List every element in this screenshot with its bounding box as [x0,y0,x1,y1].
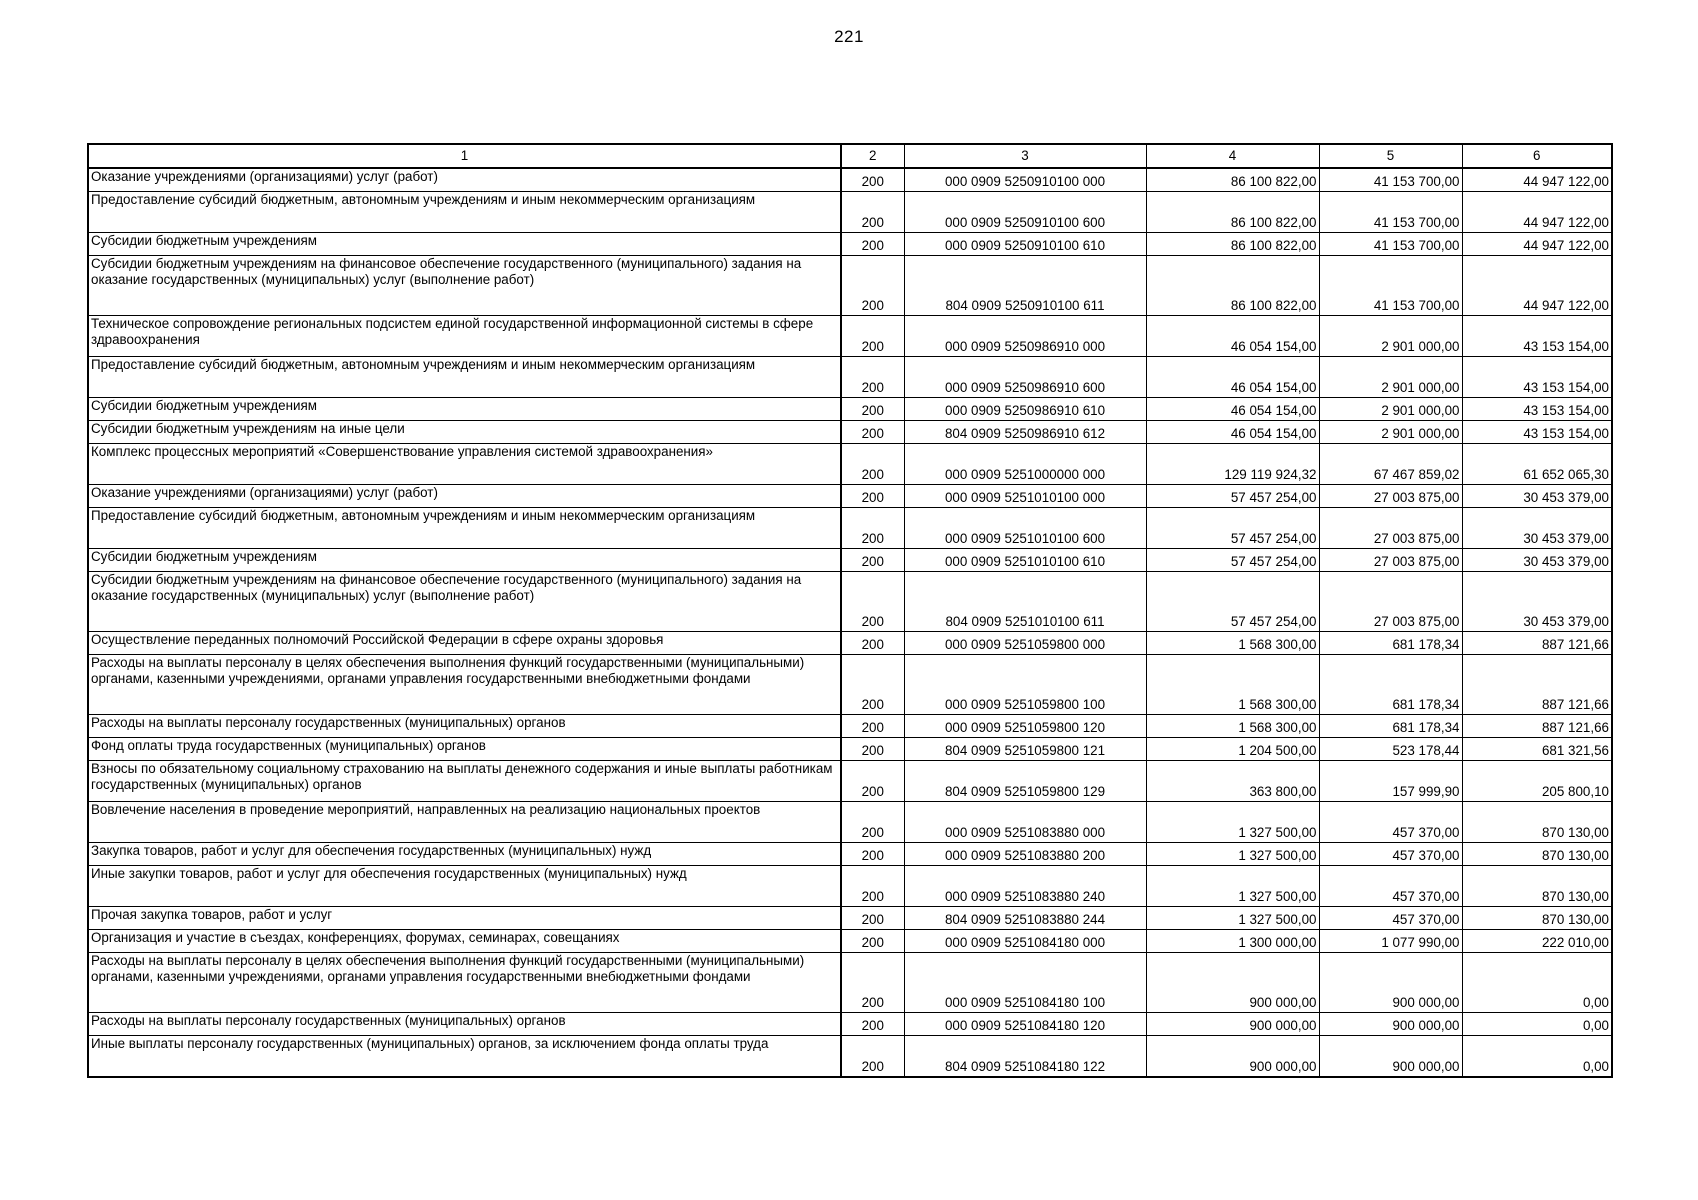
row-amount-cell: 2 901 000,00 [1319,357,1462,398]
table-row [88,802,1612,843]
row-name-cell: Предоставление субсидий бюджетным, автономным учреждениям и иным некоммерческим организациям [88,192,841,233]
row-classification-cell: 000 0909 5251010100 000 [904,485,1146,508]
row-name-cell: Взносы по обязательному социальному страхованию на выплаты денежного содержания и иные выплаты работникам государственных (муниципальных) органов [88,761,841,802]
table-body [88,168,1612,1077]
row-name-cell: Субсидии бюджетным учреждениям [88,233,841,256]
header-row [88,144,1612,168]
row-code-cell: 200 [841,398,904,421]
row-name-cell: Предоставление субсидий бюджетным, автономным учреждениям и иным некоммерческим организациям [88,508,841,549]
row-amount-cell: 900 000,00 [1319,1013,1462,1036]
row-code-cell: 200 [841,508,904,549]
row-code-cell: 200 [841,168,904,192]
row-amount-cell: 363 800,00 [1146,761,1319,802]
row-name-cell: Прочая закупка товаров, работ и услуг [88,907,841,930]
row-classification-cell: 804 0909 5251084180 122 [904,1036,1146,1078]
table-row [88,485,1612,508]
row-classification-cell: 804 0909 5251059800 121 [904,738,1146,761]
row-classification-cell: 000 0909 5251000000 000 [904,444,1146,485]
table-row [88,655,1612,715]
row-amount-cell: 1 300 000,00 [1146,930,1319,953]
table-header [88,144,1612,168]
table-row [88,421,1612,444]
table-row [88,761,1612,802]
row-amount-cell: 57 457 254,00 [1146,572,1319,632]
row-amount-cell: 57 457 254,00 [1146,549,1319,572]
row-name-cell: Техническое сопровождение региональных подсистем единой государственной информационной системы в сфере здравоохранения [88,316,841,357]
row-code-cell: 200 [841,738,904,761]
row-code-cell: 200 [841,485,904,508]
table-row [88,508,1612,549]
row-name-cell: Фонд оплаты труда государственных (муниципальных) органов [88,738,841,761]
row-code-cell: 200 [841,1036,904,1078]
row-amount-cell: 129 119 924,32 [1146,444,1319,485]
row-classification-cell: 000 0909 5250910100 600 [904,192,1146,233]
row-amount-cell: 1 568 300,00 [1146,632,1319,655]
row-amount-cell: 1 327 500,00 [1146,843,1319,866]
row-amount-cell: 43 153 154,00 [1462,316,1612,357]
row-name-cell: Субсидии бюджетным учреждениям на финансовое обеспечение государственного (муниципального) задания на оказание государственных (муниципальных) услуг (выполнение работ) [88,256,841,316]
row-classification-cell: 000 0909 5250986910 000 [904,316,1146,357]
row-name-cell: Расходы на выплаты персоналу государственных (муниципальных) органов [88,1013,841,1036]
table-row [88,738,1612,761]
budget-table [87,143,1613,1078]
row-amount-cell: 1 568 300,00 [1146,655,1319,715]
table-row [88,192,1612,233]
row-amount-cell: 27 003 875,00 [1319,508,1462,549]
row-amount-cell: 41 153 700,00 [1319,256,1462,316]
row-code-cell: 200 [841,866,904,907]
row-amount-cell: 86 100 822,00 [1146,233,1319,256]
row-amount-cell: 46 054 154,00 [1146,357,1319,398]
table-row [88,930,1612,953]
row-amount-cell: 30 453 379,00 [1462,508,1612,549]
row-name-cell: Расходы на выплаты персоналу в целях обеспечения выполнения функций государственными (муниципальными) органами, казенными учреждениями, органами управления государственными внебюджетными фондами [88,953,841,1013]
row-amount-cell: 681 178,34 [1319,715,1462,738]
row-amount-cell: 44 947 122,00 [1462,233,1612,256]
row-amount-cell: 205 800,10 [1462,761,1612,802]
row-classification-cell: 000 0909 5251083880 200 [904,843,1146,866]
row-classification-cell: 000 0909 5251083880 240 [904,866,1146,907]
row-code-cell: 200 [841,632,904,655]
row-amount-cell: 44 947 122,00 [1462,168,1612,192]
row-amount-cell: 457 370,00 [1319,843,1462,866]
table-row [88,953,1612,1013]
row-amount-cell: 457 370,00 [1319,907,1462,930]
column-header: 3 [904,144,1146,168]
row-amount-cell: 222 010,00 [1462,930,1612,953]
row-classification-cell: 000 0909 5250986910 610 [904,398,1146,421]
row-amount-cell: 43 153 154,00 [1462,421,1612,444]
row-code-cell: 200 [841,421,904,444]
row-name-cell: Оказание учреждениями (организациями) услуг (работ) [88,485,841,508]
row-amount-cell: 46 054 154,00 [1146,421,1319,444]
row-amount-cell: 870 130,00 [1462,907,1612,930]
row-amount-cell: 900 000,00 [1146,1013,1319,1036]
table-row [88,1036,1612,1078]
row-amount-cell: 41 153 700,00 [1319,233,1462,256]
row-name-cell: Расходы на выплаты персоналу государственных (муниципальных) органов [88,715,841,738]
table-row [88,715,1612,738]
table-row [88,398,1612,421]
row-amount-cell: 86 100 822,00 [1146,256,1319,316]
table-row [88,233,1612,256]
row-code-cell: 200 [841,233,904,256]
row-amount-cell: 681 178,34 [1319,632,1462,655]
row-amount-cell: 900 000,00 [1319,953,1462,1013]
row-code-cell: 200 [841,843,904,866]
table-row [88,907,1612,930]
row-name-cell: Комплекс процессных мероприятий «Совершенствование управления системой здравоохранения» [88,444,841,485]
row-amount-cell: 887 121,66 [1462,715,1612,738]
row-amount-cell: 900 000,00 [1146,1036,1319,1078]
column-header: 1 [88,144,841,168]
row-amount-cell: 57 457 254,00 [1146,508,1319,549]
row-code-cell: 200 [841,953,904,1013]
row-amount-cell: 43 153 154,00 [1462,398,1612,421]
row-amount-cell: 44 947 122,00 [1462,192,1612,233]
row-classification-cell: 000 0909 5251010100 610 [904,549,1146,572]
row-amount-cell: 900 000,00 [1146,953,1319,1013]
row-amount-cell: 2 901 000,00 [1319,421,1462,444]
row-amount-cell: 870 130,00 [1462,802,1612,843]
row-classification-cell: 000 0909 5251084180 100 [904,953,1146,1013]
row-classification-cell: 000 0909 5251059800 100 [904,655,1146,715]
row-name-cell: Субсидии бюджетным учреждениям на финансовое обеспечение государственного (муниципального) задания на оказание государственных (муниципальных) услуг (выполнение работ) [88,572,841,632]
row-amount-cell: 0,00 [1462,1013,1612,1036]
row-amount-cell: 523 178,44 [1319,738,1462,761]
row-code-cell: 200 [841,444,904,485]
row-amount-cell: 1 568 300,00 [1146,715,1319,738]
row-classification-cell: 000 0909 5251083880 000 [904,802,1146,843]
column-header: 5 [1319,144,1462,168]
row-amount-cell: 157 999,90 [1319,761,1462,802]
row-amount-cell: 41 153 700,00 [1319,168,1462,192]
row-amount-cell: 1 327 500,00 [1146,866,1319,907]
row-amount-cell: 2 901 000,00 [1319,316,1462,357]
row-code-cell: 200 [841,655,904,715]
row-amount-cell: 30 453 379,00 [1462,549,1612,572]
row-code-cell: 200 [841,715,904,738]
row-code-cell: 200 [841,192,904,233]
row-amount-cell: 0,00 [1462,953,1612,1013]
row-amount-cell: 46 054 154,00 [1146,398,1319,421]
row-code-cell: 200 [841,907,904,930]
row-name-cell: Оказание учреждениями (организациями) услуг (работ) [88,168,841,192]
column-header: 2 [841,144,904,168]
row-classification-cell: 000 0909 5251010100 600 [904,508,1146,549]
row-amount-cell: 86 100 822,00 [1146,192,1319,233]
row-amount-cell: 1 077 990,00 [1319,930,1462,953]
table-row [88,843,1612,866]
row-amount-cell: 30 453 379,00 [1462,485,1612,508]
table-row [88,256,1612,316]
row-name-cell: Закупка товаров, работ и услуг для обеспечения государственных (муниципальных) нужд [88,843,841,866]
row-code-cell: 200 [841,316,904,357]
row-amount-cell: 870 130,00 [1462,866,1612,907]
row-code-cell: 200 [841,572,904,632]
row-name-cell: Иные закупки товаров, работ и услуг для обеспечения государственных (муниципальных) нужд [88,866,841,907]
table-row [88,168,1612,192]
row-classification-cell: 804 0909 5251059800 129 [904,761,1146,802]
row-amount-cell: 457 370,00 [1319,802,1462,843]
row-name-cell: Расходы на выплаты персоналу в целях обеспечения выполнения функций государственными (муниципальными) органами, казенными учреждениями, органами управления государственными внебюджетными фондами [88,655,841,715]
table-row [88,866,1612,907]
row-classification-cell: 000 0909 5251084180 000 [904,930,1146,953]
table-row [88,316,1612,357]
row-amount-cell: 61 652 065,30 [1462,444,1612,485]
row-classification-cell: 000 0909 5251059800 000 [904,632,1146,655]
table-row [88,549,1612,572]
row-classification-cell: 804 0909 5251083880 244 [904,907,1146,930]
row-code-cell: 200 [841,357,904,398]
row-amount-cell: 57 457 254,00 [1146,485,1319,508]
row-name-cell: Иные выплаты персоналу государственных (муниципальных) органов, за исключением фонда оплаты труда [88,1036,841,1078]
row-code-cell: 200 [841,930,904,953]
row-name-cell: Вовлечение населения в проведение мероприятий, направленных на реализацию национальных проектов [88,802,841,843]
table-row [88,632,1612,655]
table-row [88,572,1612,632]
row-classification-cell: 804 0909 5250910100 611 [904,256,1146,316]
row-classification-cell: 000 0909 5251084180 120 [904,1013,1146,1036]
row-amount-cell: 41 153 700,00 [1319,192,1462,233]
row-classification-cell: 000 0909 5250986910 600 [904,357,1146,398]
row-amount-cell: 86 100 822,00 [1146,168,1319,192]
row-amount-cell: 1 327 500,00 [1146,907,1319,930]
table-row [88,444,1612,485]
row-code-cell: 200 [841,549,904,572]
row-amount-cell: 30 453 379,00 [1462,572,1612,632]
row-code-cell: 200 [841,802,904,843]
row-amount-cell: 0,00 [1462,1036,1612,1078]
row-name-cell: Субсидии бюджетным учреждениям на иные цели [88,421,841,444]
row-classification-cell: 000 0909 5250910100 000 [904,168,1146,192]
column-header: 4 [1146,144,1319,168]
row-code-cell: 200 [841,1013,904,1036]
table-row [88,1013,1612,1036]
row-amount-cell: 887 121,66 [1462,632,1612,655]
table-row [88,357,1612,398]
row-code-cell: 200 [841,761,904,802]
row-amount-cell: 44 947 122,00 [1462,256,1612,316]
row-amount-cell: 1 327 500,00 [1146,802,1319,843]
row-name-cell: Субсидии бюджетным учреждениям [88,549,841,572]
row-amount-cell: 46 054 154,00 [1146,316,1319,357]
column-header: 6 [1462,144,1612,168]
row-amount-cell: 1 204 500,00 [1146,738,1319,761]
row-amount-cell: 887 121,66 [1462,655,1612,715]
row-name-cell: Организация и участие в съездах, конференциях, форумах, семинарах, совещаниях [88,930,841,953]
row-amount-cell: 27 003 875,00 [1319,572,1462,632]
row-amount-cell: 457 370,00 [1319,866,1462,907]
row-name-cell: Предоставление субсидий бюджетным, автономным учреждениям и иным некоммерческим организациям [88,357,841,398]
row-classification-cell: 000 0909 5251059800 120 [904,715,1146,738]
row-code-cell: 200 [841,256,904,316]
row-amount-cell: 43 153 154,00 [1462,357,1612,398]
row-amount-cell: 67 467 859,02 [1319,444,1462,485]
row-amount-cell: 900 000,00 [1319,1036,1462,1078]
row-amount-cell: 681 321,56 [1462,738,1612,761]
row-name-cell: Осуществление переданных полномочий Российской Федерации в сфере охраны здоровья [88,632,841,655]
row-amount-cell: 27 003 875,00 [1319,549,1462,572]
page-number: 221 [834,27,864,46]
row-name-cell: Субсидии бюджетным учреждениям [88,398,841,421]
row-classification-cell: 000 0909 5250910100 610 [904,233,1146,256]
row-classification-cell: 804 0909 5250986910 612 [904,421,1146,444]
row-amount-cell: 681 178,34 [1319,655,1462,715]
row-amount-cell: 27 003 875,00 [1319,485,1462,508]
row-classification-cell: 804 0909 5251010100 611 [904,572,1146,632]
row-amount-cell: 870 130,00 [1462,843,1612,866]
row-amount-cell: 2 901 000,00 [1319,398,1462,421]
